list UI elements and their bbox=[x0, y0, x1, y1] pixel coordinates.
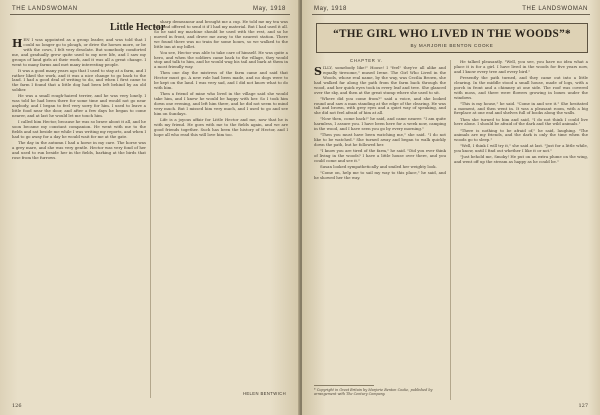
header-rule bbox=[10, 14, 290, 15]
paragraph: sharp demeanour and brought me a cup. He told me my tea was hot, and offered to send it if I had my material. But I had used it all. So he said my machine should be used with the rest, and so he moved in front, and drove me away to the nearest station. There we found there was no train for some hours, so we walked to the little inn at my billet. bbox=[154, 20, 288, 49]
article-column-2 bbox=[154, 20, 288, 388]
running-head-date: May, 1918 bbox=[253, 6, 286, 12]
paragraph: "Come on, help me to sail my way to this place," he said, and he showed her the way. bbox=[314, 170, 446, 181]
paragraph-text: EN I was appointed as a group leader, and was told that I could no longer go to plough, or drive the horses more, or be with the cows, I felt very desolate. But somebody comforted me, and gradually grew quite used to my new life, and I saw my groups of land girls at their work, and it was all a great change. I went to many farms and met many interesting people. bbox=[12, 38, 146, 67]
paragraph: "This is my house," he said. "Come in and see it." She hesitated a moment, and then went in. It was a pleasant room, with a big fireplace at one end and shelves full of books along the walls. bbox=[454, 100, 588, 116]
story-column-2 bbox=[454, 60, 588, 398]
paragraph: "There is nothing to be afraid of," he said, laughing. "The animals are my friends, and the dark is only the time when the woods go to sleep." bbox=[454, 127, 588, 143]
right-page bbox=[302, 0, 600, 415]
paragraph: "Just behold me, Smoky! He put on an extra plume on the wing, and went off up the stream as happy as he could be." bbox=[454, 154, 588, 165]
page-number: 126 bbox=[12, 403, 22, 409]
paragraph: Presently the path turned, and they came out into a little clearing. In the middle stood a small house, made of logs, with a porch in front and a chimney at one side. The roof was covered with moss, and there were flowers growing in boxes under the windows. bbox=[454, 74, 588, 100]
paragraph: "Now then, come back!" he said, and came nearer. "I am quite harmless, I assure you. I have been here for a week now, camping in the wood, and I have seen you go by every morning." bbox=[314, 116, 446, 132]
footnote: * Copyright in Great Britain by Marjorie Benton Cooke, published by arrangement with The Century Company. bbox=[314, 388, 433, 397]
paragraph: Then a friend of mine who lived in the village said she would take him, and I knew he would be happy with her. So I took him down one evening, and left him there, and he did not seem to mind very much. But I missed him very much, and I used to go and see him on Sundays. bbox=[154, 91, 288, 116]
drop-cap: H bbox=[12, 38, 23, 50]
article-column-1 bbox=[12, 38, 146, 398]
story-title: “THE GIRL WHO LIVED IN THE WOODS”* bbox=[333, 28, 571, 40]
paragraph: He was a small rough-haired terrier, and he was very lonely. I was told he had been there for some time and would not go near anybody, and I began to feel very sorry for him. I used to leave a little food near the door, and after a few days he began to come nearer, and at last he would let me touch him. bbox=[12, 93, 146, 118]
header-rule bbox=[312, 14, 590, 15]
story-column-1 bbox=[314, 66, 446, 382]
paragraph: I called him Hector, because he was so brave about it all, and he soon became my constant companion. He went with me to the fields and sat beside me while I was writing my reports, and when I had to go away for a day he would wait for me at the gate. bbox=[12, 119, 146, 139]
paragraph: The day in the autumn I had a horse in my care. The horse was a grey mare, and she was very gentle. Hector was very fond of her and used to run beside her in the fields, barking at the birds that rose from the furrows. bbox=[12, 139, 146, 160]
running-head-magazine-name: THE LANDSWOMAN bbox=[12, 6, 78, 12]
paragraph: Life is a joyous affair for Little Hector and me, now that he is with my friend. He goes with me to the fields again, and we are good friends together. Such has been the history of Hector, and I hope all who read this will love him too. bbox=[154, 116, 288, 137]
paragraph: "Where did you come from?" said a voice, and she looked round and saw a man standing at the edge of the clearing. He was tall and brown, with grey eyes and a quiet way of speaking, and she did not feel afraid of him at all. bbox=[314, 95, 446, 116]
paragraph: You see, Hector was able to take care of himself. He was quite a hero, and when the soldiers came back to the village, they would stop and talk to him, and he would wag his tail and bark at them in a most friendly way. bbox=[154, 49, 288, 70]
paragraph bbox=[314, 66, 446, 95]
paragraph: Then she turned to him and said, "I do not think I could live here alone. I should be afraid of the dark and the wild animals." bbox=[454, 116, 588, 127]
paragraph: "I know you are tired of the farm," he said. "Did you ever think of living in the woods? I have a little house over there, and you could come and see it." bbox=[314, 148, 446, 164]
column-divider bbox=[150, 36, 151, 398]
paragraph: "Well, I think I will try it," she said at last. "Just for a little while, you know, until I find out whether I like it or not." bbox=[454, 143, 588, 154]
paragraph bbox=[12, 38, 146, 67]
paragraph: It was a good many years ago that I used to stay at a farm, and I rather liked the work, and it was a nice change to go back to the land. I had a good deal of writing to do, and when I first came to the farm I found that a little dog had been left behind by an old soldier. bbox=[12, 67, 146, 93]
article-byline: HELEN BENTWICH bbox=[242, 391, 286, 396]
running-head-magazine-name: THE LANDSWOMAN bbox=[522, 6, 588, 12]
article-title: Little Hector bbox=[110, 22, 166, 33]
story-author: By MARJORIE BENTON COOKE bbox=[410, 43, 494, 48]
page-number: 127 bbox=[578, 403, 588, 409]
footnote-rule bbox=[314, 385, 374, 386]
chapter-heading: CHAPTER V. bbox=[350, 58, 383, 63]
paragraph: Then one day the mistress of the farm came and said that Hector must go. A new rule had been made, and no dogs were to be kept on the land. I was very sad, and I did not know what to do with him. bbox=[154, 70, 288, 91]
paragraph: Susan looked sympathetically and smiled her weighty look. bbox=[320, 164, 437, 170]
paragraph: "Then you must have been watching me," she said. "I do not like to be watched." She turned away and began to walk quickly down the path, but he followed her. bbox=[314, 132, 446, 148]
story-title-banner bbox=[316, 23, 588, 53]
paragraph: He talked pleasantly. "Well, you see, you have no idea what a place it is for a girl. I have lived in the woods for five years now, and I know every tree and every bird." bbox=[454, 60, 588, 74]
paragraph-text: ILLY, somebody like!" Hoose! I "feel" they're all alike and equally tiresome," mused Irene. The Girl Who Lived in the Woods, whose real name, by the way, was Cecilia Brown, she had walked far along the path from the farm back through the wood, and her quick eyes took in every leaf and tree. She glanced over the sky, and then at the great stump where she used to sit. bbox=[314, 66, 446, 95]
drop-cap: S bbox=[314, 66, 322, 78]
column-divider bbox=[450, 60, 451, 400]
running-head-date: May, 1918 bbox=[314, 6, 347, 12]
